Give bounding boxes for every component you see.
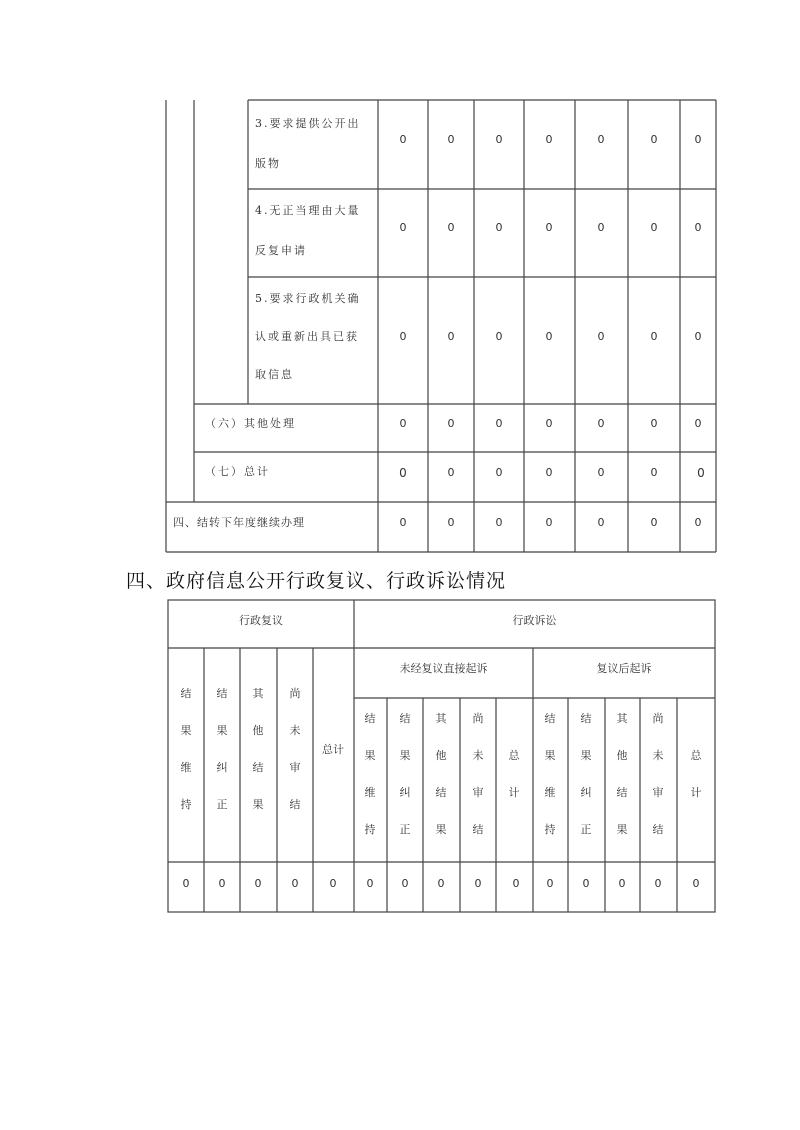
table-cell: 0 [399, 221, 407, 234]
table-cell: 0 [545, 221, 553, 234]
col-label-total: 总计 [690, 749, 702, 799]
table-cell: 0 [366, 877, 374, 890]
table-cell: 0 [650, 466, 658, 479]
table-cell: 0 [545, 466, 553, 479]
review-header: 行政复议 [239, 614, 283, 627]
table-cell: 0 [447, 221, 455, 234]
table-cell: 0 [495, 133, 503, 146]
table-cell: 0 [650, 221, 658, 234]
col-label-result-corrected: 结果纠正 [399, 712, 411, 836]
table-cell: 0 [694, 221, 702, 234]
table-cell: 0 [545, 417, 553, 430]
table-cell: 0 [447, 516, 455, 529]
table-cell: 0 [399, 466, 407, 480]
table-cell: 0 [254, 877, 262, 890]
table-cell: 0 [545, 516, 553, 529]
col-label-other-result: 其他结果 [435, 712, 447, 836]
col-label-result-upheld: 结果维持 [364, 712, 376, 836]
table-cell: 0 [512, 877, 520, 890]
direct-suit-header: 未经复议直接起诉 [399, 662, 488, 675]
col-label-other-result: 其他结果 [252, 687, 264, 811]
table-cell: 0 [401, 877, 409, 890]
row-label-public-publications: 3.要求提供公开出版物 [255, 117, 361, 170]
table-cell: 0 [291, 877, 299, 890]
table-cell: 0 [399, 133, 407, 146]
table-cell: 0 [399, 330, 407, 343]
table-cell: 0 [474, 877, 482, 890]
col-label-result-upheld: 结果维持 [180, 687, 192, 811]
table-cell: 0 [694, 417, 702, 430]
table-cell: 0 [495, 466, 503, 479]
table-cell: 0 [495, 330, 503, 343]
table-cell: 0 [694, 516, 702, 529]
table-cell: 0 [437, 877, 445, 890]
table-cell: 0 [399, 516, 407, 529]
table-cell: 0 [545, 133, 553, 146]
col-label-pending: 尚未审结 [289, 687, 301, 811]
table-cell: 0 [495, 221, 503, 234]
row-label-confirm-reissue: 5.要求行政机关确认或重新出具已获取信息 [255, 292, 361, 381]
table-cell: 0 [597, 417, 605, 430]
table-cell: 0 [495, 516, 503, 529]
table-cell: 0 [597, 133, 605, 146]
table-cell: 0 [399, 417, 407, 430]
col-label-other-result: 其他结果 [616, 712, 628, 836]
table-cell: 0 [546, 877, 554, 890]
row-label-total: （七）总计 [205, 465, 270, 478]
section-heading: 四、政府信息公开行政复议、行政诉讼情况 [126, 570, 507, 592]
after-review-header: 复议后起诉 [596, 662, 652, 675]
table-cell: 0 [597, 330, 605, 343]
table-cell: 0 [694, 133, 702, 146]
table-cell: 0 [650, 417, 658, 430]
table-cell: 0 [218, 877, 226, 890]
table-cell: 0 [597, 221, 605, 234]
table-cell: 0 [495, 417, 503, 430]
col-label-total: 总计 [508, 749, 520, 799]
col-label-pending: 尚未审结 [472, 712, 484, 836]
row-label-other-handling: （六）其他处理 [205, 417, 296, 430]
table-cell: 0 [650, 516, 658, 529]
table-cell: 0 [694, 330, 702, 343]
table-cell: 0 [545, 330, 553, 343]
table-cell: 0 [597, 516, 605, 529]
col-label-result-upheld: 结果维持 [544, 712, 556, 836]
table-cell: 0 [692, 877, 700, 890]
col-label-result-corrected: 结果纠正 [580, 712, 592, 836]
table-cell: 0 [697, 466, 705, 480]
table-cell: 0 [182, 877, 190, 890]
litigation-header: 行政诉讼 [512, 614, 557, 627]
table-cell: 0 [650, 133, 658, 146]
row-label-carry-over: 四、结转下年度继续办理 [173, 516, 305, 529]
table-cell: 0 [582, 877, 590, 890]
table-cell: 0 [597, 466, 605, 479]
row-label-repeated-requests: 4.无正当理由大量反复申请 [255, 204, 361, 257]
table-cell: 0 [618, 877, 626, 890]
table-cell: 0 [447, 466, 455, 479]
table-cell: 0 [654, 877, 662, 890]
table-cell: 0 [447, 133, 455, 146]
col-label-total: 总计 [322, 743, 344, 756]
col-label-result-corrected: 结果纠正 [216, 687, 228, 811]
table-cell: 0 [329, 877, 337, 890]
table-cell: 0 [447, 330, 455, 343]
table-cell: 0 [650, 330, 658, 343]
table-cell: 0 [447, 417, 455, 430]
col-label-pending: 尚未审结 [652, 712, 664, 836]
